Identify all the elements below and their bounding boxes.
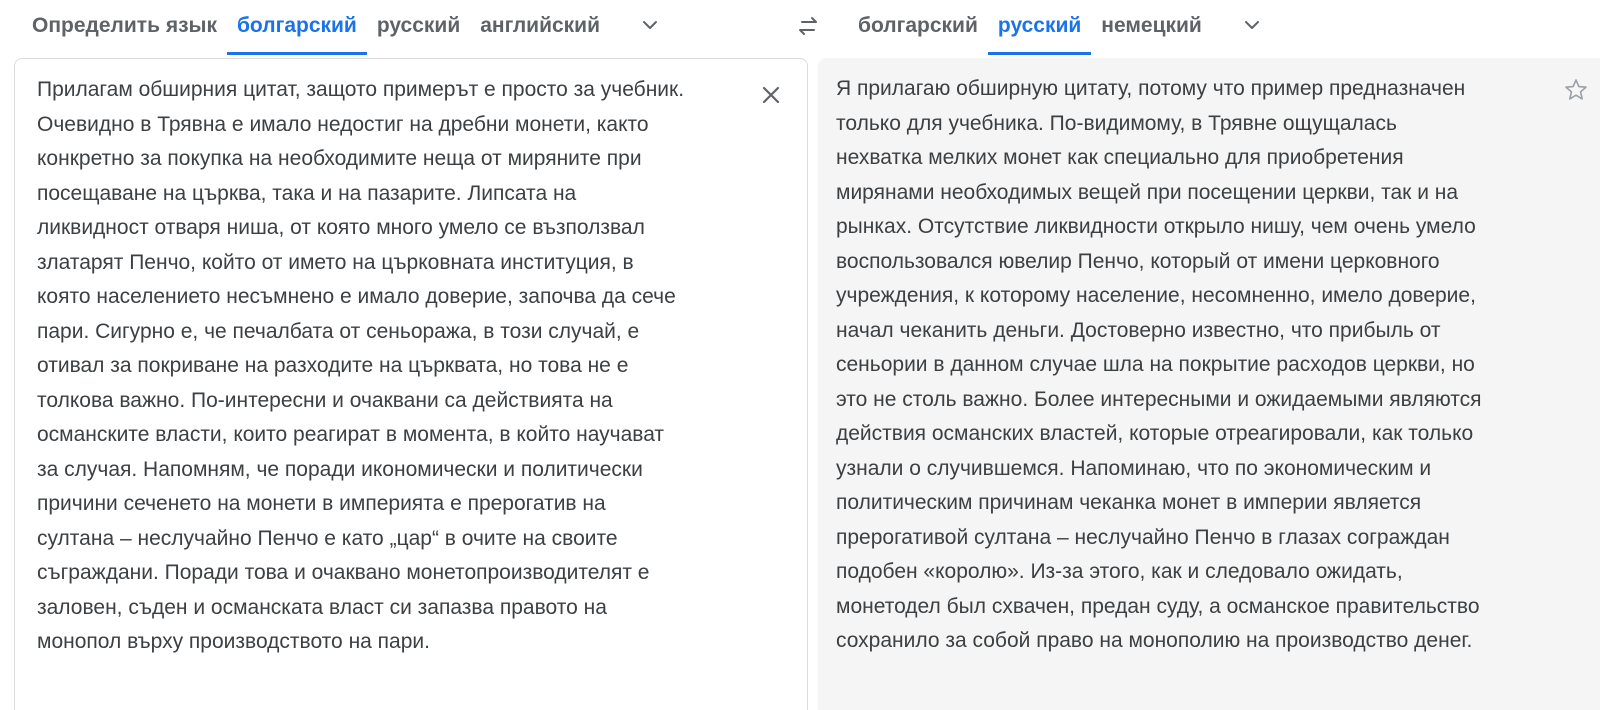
close-icon <box>760 84 782 111</box>
translation-output <box>836 72 1482 659</box>
text-line: Прилагам обширния цитат, защото примерът е просто за учебник. <box>37 78 685 101</box>
swap-languages-button[interactable] <box>790 10 826 46</box>
target-tab-russian[interactable]: русский <box>988 0 1091 55</box>
text-line: начал чеканить деньги. Достоверно известно, что прибыль от <box>836 318 1441 342</box>
source-tab-detect-language[interactable]: Определить язык <box>32 14 217 37</box>
text-line: ликвидност отваря ниша, от която много умело се възползвал <box>37 216 645 239</box>
text-line: пари. Сигурно е, че печалбата от сеньоража, в този случай, е <box>37 319 640 343</box>
target-language-bar <box>848 0 1274 55</box>
text-line: сеньории в данном случае шла на покрытие расходов церкви, но <box>836 353 1475 376</box>
text-line: монопол върху производството на пари. <box>37 630 430 653</box>
source-tab-english[interactable]: английский <box>480 14 601 37</box>
text-line: Очевидно в Трявна е имало недостиг на дребни монети, както <box>37 112 649 136</box>
source-text-panel[interactable] <box>14 58 808 710</box>
source-tab-russian[interactable]: русский <box>376 14 461 37</box>
text-line: сохранило за собой право на монополию на производство денег. <box>836 629 1473 652</box>
text-line: действия османских властей, которые отреагировали, как только <box>836 422 1474 445</box>
text-line: только для учебника. По-видимому, в Трявне ощущалась <box>836 111 1397 135</box>
target-tab-bulgarian[interactable]: болгарский <box>858 14 978 37</box>
text-line: рынках. Отсутствие ликвидности открыло нишу, чем очень умело <box>836 215 1476 238</box>
text-line: толкова важно. По-интересни и очаквани са действията на <box>37 388 613 412</box>
text-line: учреждения, к которому население, несомненно, имело доверие, <box>836 284 1476 307</box>
target-tab-german[interactable]: немецкий <box>1101 14 1202 37</box>
text-line: нехватка мелких монет как специально для приобретения <box>836 146 1404 169</box>
text-line: прерогативой султана – неслучайно Пенчо в глазах сограждан <box>836 525 1450 549</box>
text-line: отивал за покриване на разходите на църквата, но това не е <box>37 354 629 377</box>
text-line: конкретно за покупка на необходимите неща от миряните при <box>37 147 642 170</box>
text-line: причини сеченето на монети в империята е прерогатив на <box>37 492 606 515</box>
text-line: османските власти, които реагират в момента, в който научават <box>37 423 665 446</box>
text-line: златарят Пенчо, който от името на църковната институция, в <box>37 250 634 274</box>
text-line: посещаване на църква, така и на пазарите. Липсата на <box>37 181 577 205</box>
star-icon <box>1563 77 1589 108</box>
swap-arrows-icon <box>795 13 821 44</box>
text-line: это не столь важно. Более интересными и ожидаемыми являются <box>836 387 1482 411</box>
text-line: която населението несъмнено е имало доверие, започва да сече <box>37 285 676 308</box>
text-line: монетодел был схвачен, предан суду, а османское правительство <box>836 594 1480 618</box>
source-text-input[interactable] <box>37 73 684 660</box>
source-more-languages-button[interactable] <box>628 0 672 55</box>
text-line: воспользовался ювелир Пенчо, который от имени церковного <box>836 249 1440 273</box>
clear-source-button[interactable] <box>755 81 787 113</box>
text-line: заловен, съден и османската власт си запазва правото на <box>37 595 607 619</box>
target-more-languages-button[interactable] <box>1230 0 1274 55</box>
text-line: съграждани. Поради това и очаквано монетопроизводителят е <box>37 561 650 584</box>
text-line: мирянами необходимых вещей при посещении церкви, так и на <box>836 180 1459 204</box>
chevron-down-icon <box>1242 15 1262 40</box>
text-line: узнали о случившемся. Напоминаю, что по экономическим и <box>836 456 1432 480</box>
save-translation-button[interactable] <box>1558 74 1594 110</box>
text-line: подобен «королю». Из-за этого, как и следовало ожидать, <box>836 560 1403 583</box>
source-tab-bulgarian[interactable]: болгарский <box>227 0 367 55</box>
translation-panel <box>818 58 1600 710</box>
text-line: политическим причинам чеканка монет в империи является <box>836 491 1422 514</box>
source-language-bar <box>22 0 672 55</box>
text-line: за случая. Напомням, че поради икономически и политически <box>37 457 643 481</box>
text-line: Я прилагаю обширную цитату, потому что пример предназначен <box>836 77 1466 100</box>
text-line: султана – неслучайно Пенчо е като „цар“ в очите на своите <box>37 526 618 550</box>
chevron-down-icon <box>640 15 660 40</box>
